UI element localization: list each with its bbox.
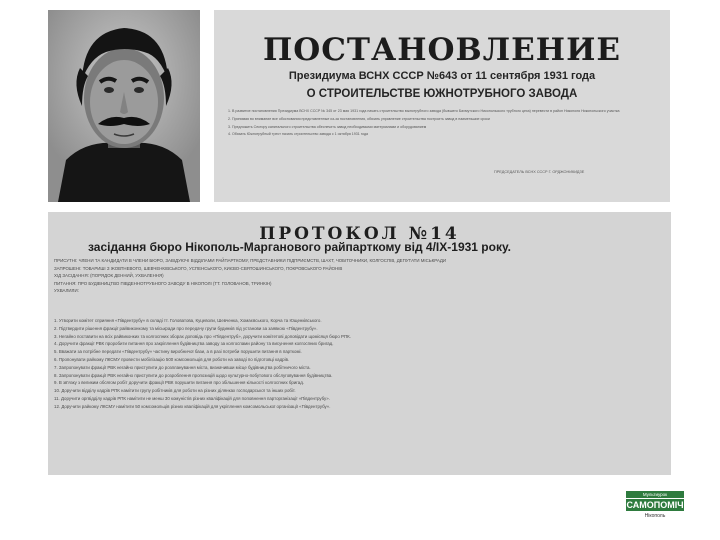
protocol-text: ПРИСУТНІ: ЧЛЕНИ ТА КАНДИДАТИ В ЧЛЕНИ БЮРО, ЗАВІДУЮЧІ ВІДДІЛАМИ РАЙПАРТКОМУ, ПРЕДСТАВНИКИ ПІДПРИЄМСТВ, ШАХТ, ЧОБІТОЧНИКИ, КОЛГОСПІВ, ДЕПУТАТИ МІСЬКРАДИ <box>54 258 447 263</box>
portrait-photo <box>48 10 200 202</box>
protocol-item: 4. Доручити фракції РВК проробити питання про закріплення будівництва заводу за колгоспами району та висунення колгоспних бригад. <box>54 341 334 347</box>
protocol-text: ПИТАННЯ: ПРО БУДІВНИЦТВО ПІВДЕННОТРУБНОГО ЗАВОДУ В НІКОПОЛІ (ТТ. ГОЛОВАНОВ, ТРИНКІН) <box>54 280 272 286</box>
protocol-item: 1. Утворити комітет сприяння «Південтрубу» в складі тт. Головатова, Куцеволи, Шевченка, Хомаєвського, Корча та Ющенківського. <box>54 318 322 323</box>
logo-under-text: Нікополь <box>644 513 666 519</box>
protocol-items <box>54 318 665 412</box>
logo-small-text: Мультиурок <box>626 491 684 498</box>
protocol-item: 5. Вважати за потрібне передати «Південтрубу» частину виробничої бази, а в разі потреби порушити питання в парткомі. <box>54 349 302 355</box>
protocol-item: 8. Запропонувати фракції РВК негайно приступити до розроблення пропозицій щодо культурно-побутового обслуговування будівництва. <box>54 372 333 378</box>
protocol-document <box>48 212 671 475</box>
protocol-text: УХВАЛИЛИ: <box>54 288 79 294</box>
decree-subtitle: Президиума ВСНХ СССР №643 от 11 сентября 1931 года <box>288 70 596 82</box>
decree-signature: ПРЕДСЕДАТЕЛЬ ВСНХ СССР Г. ОРДЖОНИКИДЗЕ <box>494 170 585 174</box>
logo-big-text: САМОПОМІЧ <box>626 500 684 510</box>
decree-heading: О СТРОИТЕЛЬСТВЕ ЮЖНОТРУБНОГО ЗАВОДА <box>306 88 578 100</box>
decree-item: 4. Обязать Южнотрубный трест начать строительство завода с 1 октября 1931 года <box>228 132 369 137</box>
protocol-item: 9. В зв'язку з великим обсягом робіт доручити фракції РВК порушити питання про збільшення кількості колгоспних бригад. <box>54 380 305 386</box>
protocol-title: ПРОТОКОЛ №14 <box>259 224 460 244</box>
samopomich-logo <box>626 491 684 519</box>
protocol-item: 6. Пропонувати райкому ЛКСМУ провести мобілізацію 500 комсомольців для роботи на заводі по підготовці кадрів. <box>54 356 290 362</box>
decree-document <box>214 10 670 202</box>
protocol-item: 7. Запропонувати фракції РВК негайно приступити до розпланування міста, визначивши місце будівництва робітничого міста. <box>54 364 311 370</box>
portrait-image <box>48 10 200 202</box>
protocol-preamble <box>54 258 665 296</box>
decree-item: 1. В развитие постановления Президиума ВСНХ СССР № 345 от 23 мая 1931 года начать строительство южнотрубного завода (бывшего Бахмутского Никопольского трубного цеха) перевести в район Никополя Никопольского участка <box>228 109 620 113</box>
protocol-item: 2. Підтвердити рішення фракції райвиконкому та міськради про передачу групи будинків під установи за заявкою «Південтрубу». <box>54 325 318 331</box>
protocol-subtitle: засідання бюро Нікополь-Марганового райпарткому від 4/IX-1931 року. <box>88 240 511 254</box>
protocol-item: 12. Доручити райкому ЛКСМУ намітити 50 комсомольців різних кваліфікацій для укріплення комсомольської організації «Південтрубу». <box>54 403 331 409</box>
protocol-text: ЗАПРОШЕНІ: ТОВАРИШІ З ЖОВТНЕВОГО, ШЕВЧЕНКІВСЬКОГО, УСПЕНСЬКОГО, КИЄВО-СВЯТОШИНСЬКОГО, ПОКРОВСЬКОГО РАЙОНІВ <box>54 265 343 271</box>
decree-item: 2. Принимая во внимание все обоснования представленные из-за постановления, обязать управление строительства построить завод в наименьшие сроки <box>228 116 490 121</box>
decree-title: ПОСТАНОВЛЕНИЕ <box>262 32 621 68</box>
decree-items <box>228 108 656 139</box>
protocol-item: 10. Доручити відділу кадрів РПК намітити групу робітників для роботи на різних ділянках господарської та інших робіт. <box>54 388 296 394</box>
protocol-text: ХІД ЗАСІДАННЯ: (ПОРЯДОК ДЕННИЙ, УХВАЛЕННЯ) <box>54 273 164 279</box>
protocol-item: 3. Негайно поставити на всіх райвиконких та колгоспних зборах доповідь про «Південтруб», доручити комітетові доповідати щомісяця бюро РПК. <box>54 333 351 339</box>
decree-item: 3. Предложить Сектору капитального строительства обеспечить завод необходимыми материалами и оборудованием <box>228 124 427 129</box>
protocol-item: 11. Доручити оргвідділу кадрів РПК намітити не менш 30 комуністів різних кваліфікацій для поповнення парторганізації «Південтрубу». <box>54 395 330 401</box>
